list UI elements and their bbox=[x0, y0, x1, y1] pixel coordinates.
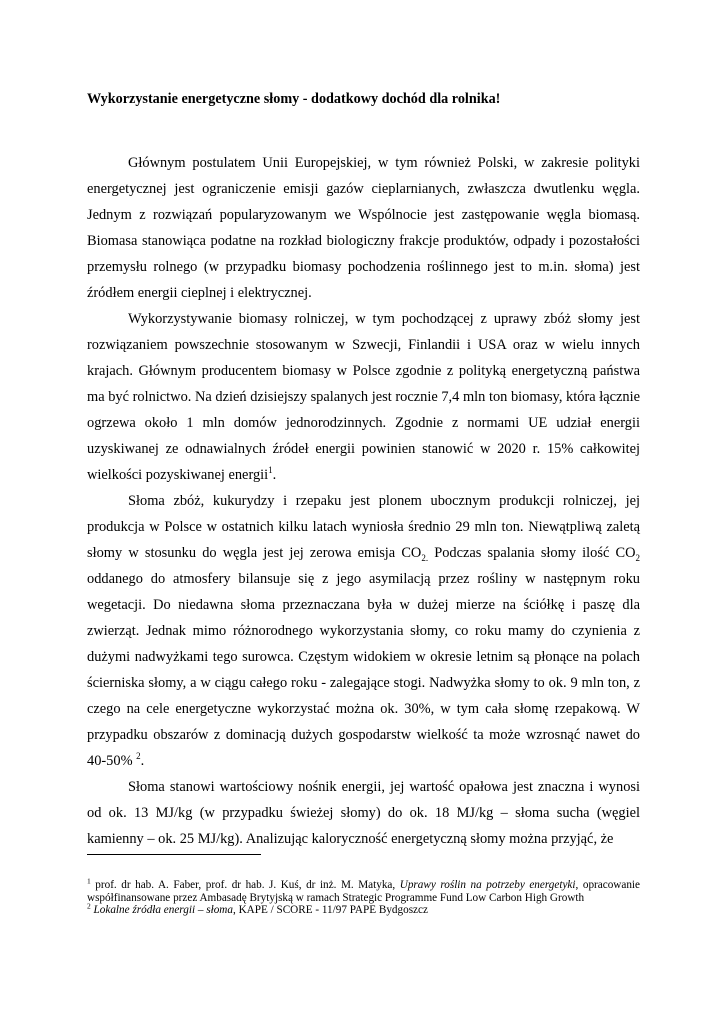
footnote-2 bbox=[87, 901, 640, 917]
footnote-ref-2: 2 bbox=[136, 751, 141, 762]
footnote-1-number: 1 bbox=[87, 876, 91, 886]
paragraph-1: Głównym postulatem Unii Europejskiej, w tym również Polski, w zakresie polityki energetycznej jest ograniczenie emisji gazów cieplarnianych, zwłaszcza dwutlenku węgla. Jednym z rozwiązań popularyzowanym we Wspólnocie jest zastępowanie węgla biomasą. Biomasa stanowiąca podatne na rozkład biologiczny frakcje produktów, odpady i pozostałości przemysłu rolnego (w przypadku biomasy pochodzenia roślinnego jest to m.in. słoma) jest źródłem energii cieplnej i elektrycznej. bbox=[87, 155, 640, 301]
footnote-1 bbox=[87, 876, 640, 904]
paragraph-2-text: Wykorzystywanie biomasy rolniczej, w tym pochodzącej z uprawy zbóż słomy jest rozwiązaniem powszechnie stosowanym w Szwecji, Finlandii i USA oraz w wielu innych krajach. Głównym producentem biomasy w Polsce zgodnie z polityką energetyczną państwa ma być rolnictwo. Na dzień dzisiejszy spalanych jest rocznie 7,4 mln ton biomasy, która łącznie ogrzewa około 1 mln domów jednorodzinnych. Zgodnie z normami UE udział energii uzyskiwanej ze odnawialnych źródeł energii powinien stanowić w 2020 r. 15% całkowitej wielkości pozyskiwanej energii bbox=[87, 311, 640, 483]
paragraph-2-end: . bbox=[272, 467, 277, 483]
footnotes bbox=[87, 876, 640, 917]
footnote-1-rest: , opracowanie współfinansowane przez Ambasadę Brytyjską w ramach Strategic Programme Fund Low Carbon High Growth bbox=[87, 879, 640, 904]
paragraph-3 bbox=[87, 488, 640, 774]
footnote-2-number: 2 bbox=[87, 901, 91, 911]
footnote-1-title: Uprawy roślin na potrzeby energetyki bbox=[399, 879, 576, 891]
paragraph-3-text-a: Słoma zbóż, kukurydzy i rzepaku jest plonem ubocznym produkcji rolniczej, jej produkcja w Polsce w ostatnich kilku latach wyniosła średnio 29 mln ton. Niewątpliwą zaletą słomy w stosunku do węgla jest jej zerowa emisja CO bbox=[87, 493, 640, 561]
document-title: Wykorzystanie energetyczne słomy - dodatkowy dochód dla rolnika! bbox=[87, 91, 501, 107]
document-body bbox=[87, 150, 640, 852]
paragraph-2 bbox=[87, 306, 640, 488]
co2-subscript-1: 2. bbox=[421, 552, 429, 563]
paragraph-3-end: . bbox=[140, 753, 145, 769]
footnote-2-rest: , KAPE / SCORE - 11/97 PAPE Bydgoszcz bbox=[232, 904, 428, 916]
footnote-1-authors: prof. dr hab. A. Faber, prof. dr hab. J. Kuś, dr inż. M. Matyka, bbox=[90, 879, 400, 891]
footnote-ref-1: 1 bbox=[268, 465, 273, 476]
paragraph-3-text-c: oddanego do atmosfery bilansuje się z jego asymilacją przez rośliny w następnym roku wegetacji. Do niedawna słoma przeznaczana była w dużej mierze na ściółkę i paszę dla zwierząt. Jednak mimo różnorodnego wykorzystania słomy, co roku mamy do czynienia z dużymi nadwyżkami tego surowca. Częstym widokiem w okresie letnim są płonące na polach ścierniska słomy, a w ciągu całego roku - zalegające stogi. Nadwyżka słomy to ok. 9 mln ton, z czego na cele energetyczne wykorzystać można ok. 30%, w tym cała słomę rzepakową. W przypadku obszarów z dominacją dużych gospodarstw wielkość ta może wzrosnąć nawet do 40-50% bbox=[87, 571, 640, 769]
paragraph-4: Słoma stanowi wartościowy nośnik energii, jej wartość opałowa jest znaczna i wynosi od ok. 13 MJ/kg (w przypadku świeżej słomy) do ok. 18 MJ/kg – słoma sucha (węgiel kamienny – ok. 25 MJ/kg). Analizując kaloryczność energetyczną słomy można przyjąć, że bbox=[87, 779, 640, 847]
paragraph-3-text-b: Podczas spalania słomy ilość CO bbox=[428, 545, 636, 561]
footnote-separator bbox=[87, 854, 261, 855]
co2-subscript-2: 2 bbox=[635, 552, 640, 563]
footnote-2-title: Lokalne źródła energii – słoma bbox=[90, 904, 233, 916]
